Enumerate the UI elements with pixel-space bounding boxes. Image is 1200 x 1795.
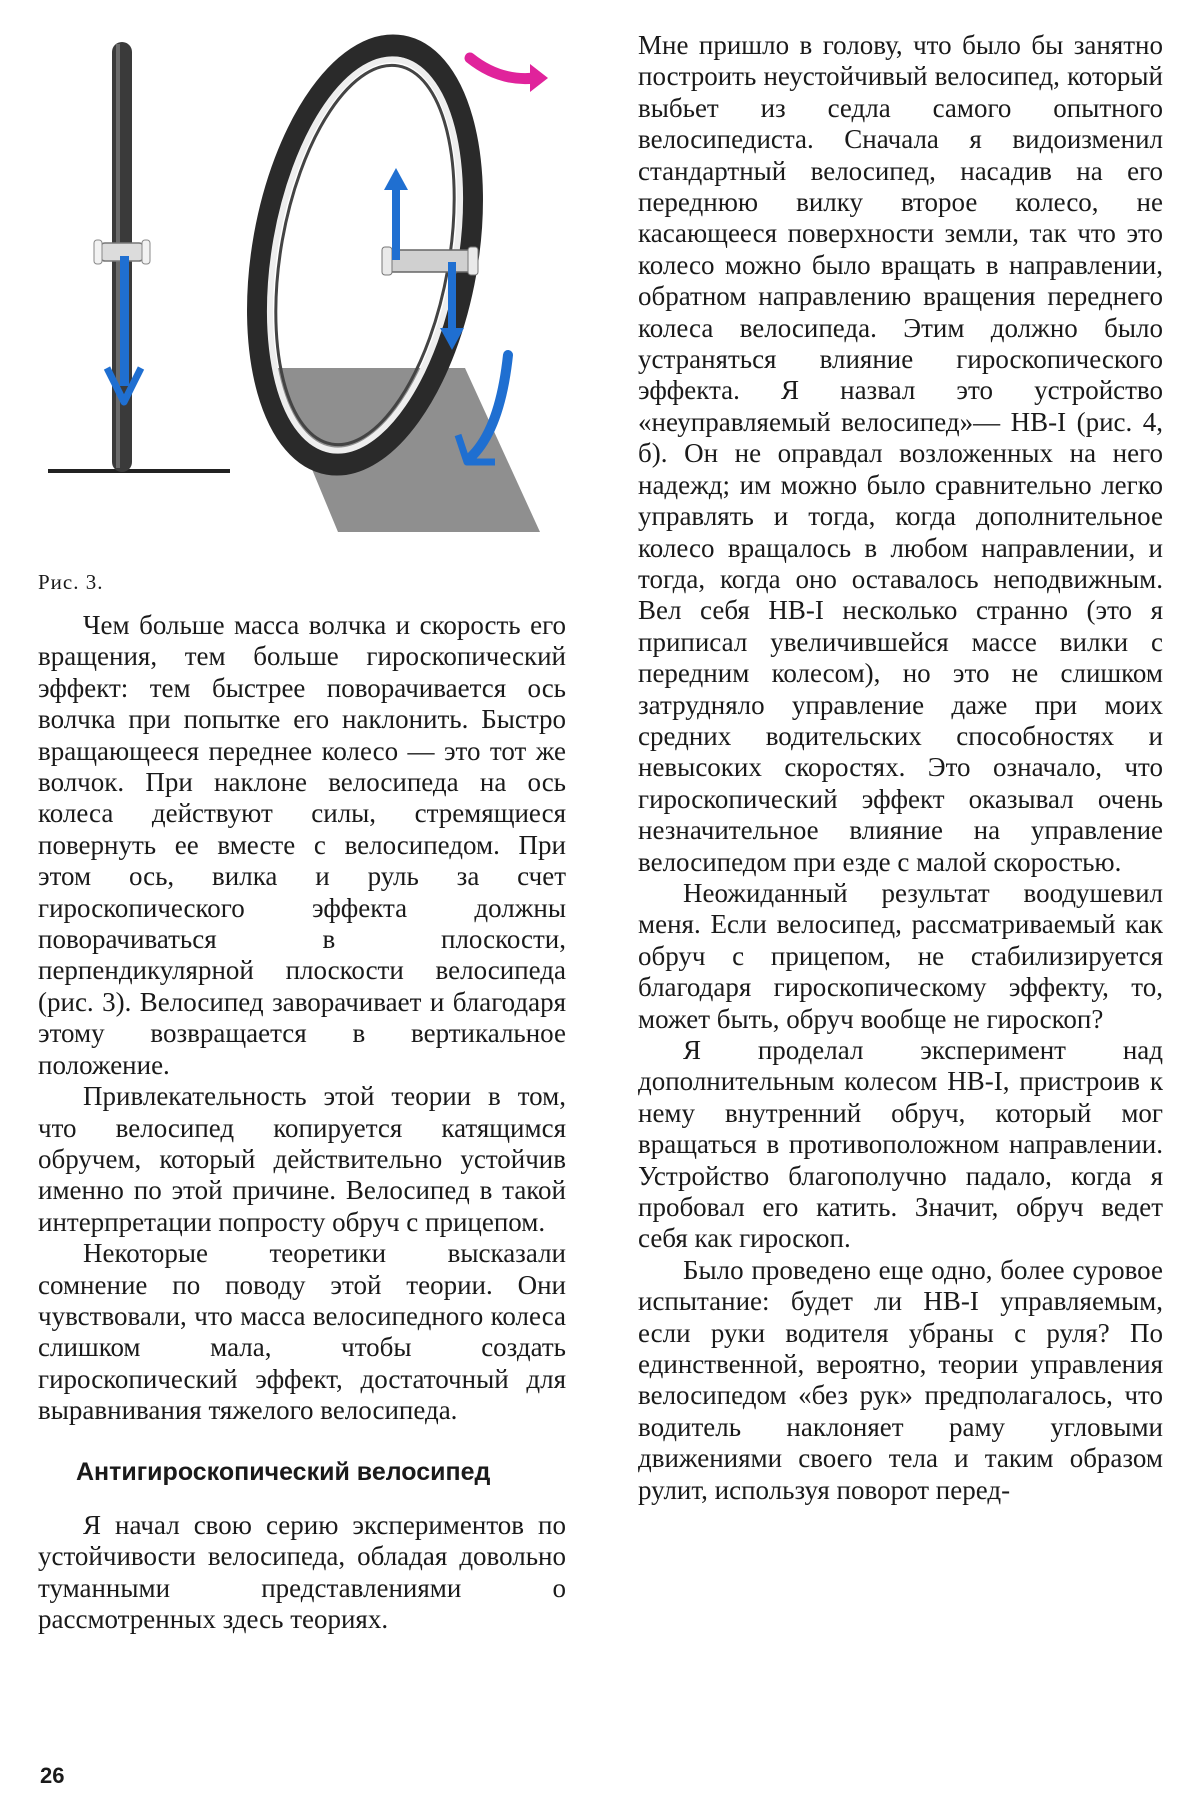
paragraph: Неожиданный результат воодушевил меня. Если велосипед, рассматриваемый как обруч с прицепом, не стабилизируется благодаря гироскопическому эффекту, то, может быть, обруч вообще не гироскоп? [638, 877, 1163, 1034]
paragraph: Некоторые теоретики высказали сомнение по поводу этой теории. Они чувствовали, что масса велосипедного колеса слишком мала, чтобы создать гироскопический эффект, достаточный для выравнивания тяжелого велосипеда. [38, 1238, 566, 1426]
paragraph: Мне пришло в голову, что было бы занятно построить неустойчивый велосипед, который выбьет из седла самого опытного велосипедиста. Сначала я видоизменил стандартный велосипед, насадив на его переднюю вилку второе колесо, не касающееся поверхности земли, так что это колесо можно было вращать в направлении, обратном направлению вращения переднего колеса велосипеда. Этим должно было устраняться влияние гироскопического эффекта. Я назвал это устройство «неуправляемый велосипед»— НВ-I (рис. 4, б). Он не оправдал возложенных на него надежд; им можно было сравнительно легко управлять и тогда, когда дополнительное колесо вращалось в любом направлении, и тогда, когда оно оставалось неподвижным. Вел себя НВ-I несколько странно (это я приписал увеличившейся массе вилки с передним колесом), но это не слишком затрудняло управление даже при моих средних водительских способностях и невысоких скоростях. Это означало, что гироскопический эффект оказывал очень незначительное влияние на управление велосипедом при езде с малой скоростью. [638, 30, 1163, 877]
left-text-column [38, 610, 566, 1636]
section-heading: Антигироскопический велосипед [76, 1457, 491, 1486]
figure-3-wheels [30, 30, 590, 560]
paragraph: Чем больше масса волчка и скорость его вращения, тем больше гироскопический эффект: тем быстрее поворачивается ось волчка при попытке его наклонить. Быстро вращающееся переднее колесо — это тот же волчок. При наклоне велосипеда на ось колеса действуют силы, стремящиеся повернуть ее вместе с велосипедом. При этом ось, вилка и руль за счет гироскопического эффекта должны поворачиваться в плоскости, перпендикулярной плоскости велосипеда (рис. 3). Велосипед заворачивает и благодаря этому возвращается в вертикальное положение. [38, 610, 566, 1080]
paragraph: Я начал свою серию экспериментов по устойчивости велосипеда, обладая довольно туманными представлениями о рассмотренных здесь теориях. [38, 1509, 566, 1635]
paragraph: Я проделал эксперимент над дополнительным колесом НВ-I, пристроив к нему внутренний обруч, который мог вращаться в противоположном направлении. Устройство благополучно падало, когда я пробовал его катить. Значит, обруч ведет себя как гироскоп. [638, 1035, 1163, 1254]
paragraph: Было проведено еще одно, более суровое испытание: будет ли НВ-I управляемым, если руки водителя убраны с руля? По единственной, вероятно, теории управления велосипедом «без рук» предполагалось, что водитель наклоняет раму угловыми движениями своего тела и таким образом рулит, используя поворот перед- [638, 1254, 1163, 1505]
right-text-column [638, 30, 1163, 1506]
tilted-wheel [228, 30, 548, 532]
page-number: 26 [40, 1763, 65, 1788]
edge-on-wheel [48, 42, 230, 472]
figure-caption: Рис. 3. [38, 570, 104, 594]
paragraph: Привлекательность этой теории в том, что велосипед копируется катящимся обручем, который действительно устойчив именно по этой причине. Велосипед в такой интерпретации попросту обруч с прицепом. [38, 1081, 566, 1237]
wheel-gyroscope-illustration [30, 30, 590, 560]
